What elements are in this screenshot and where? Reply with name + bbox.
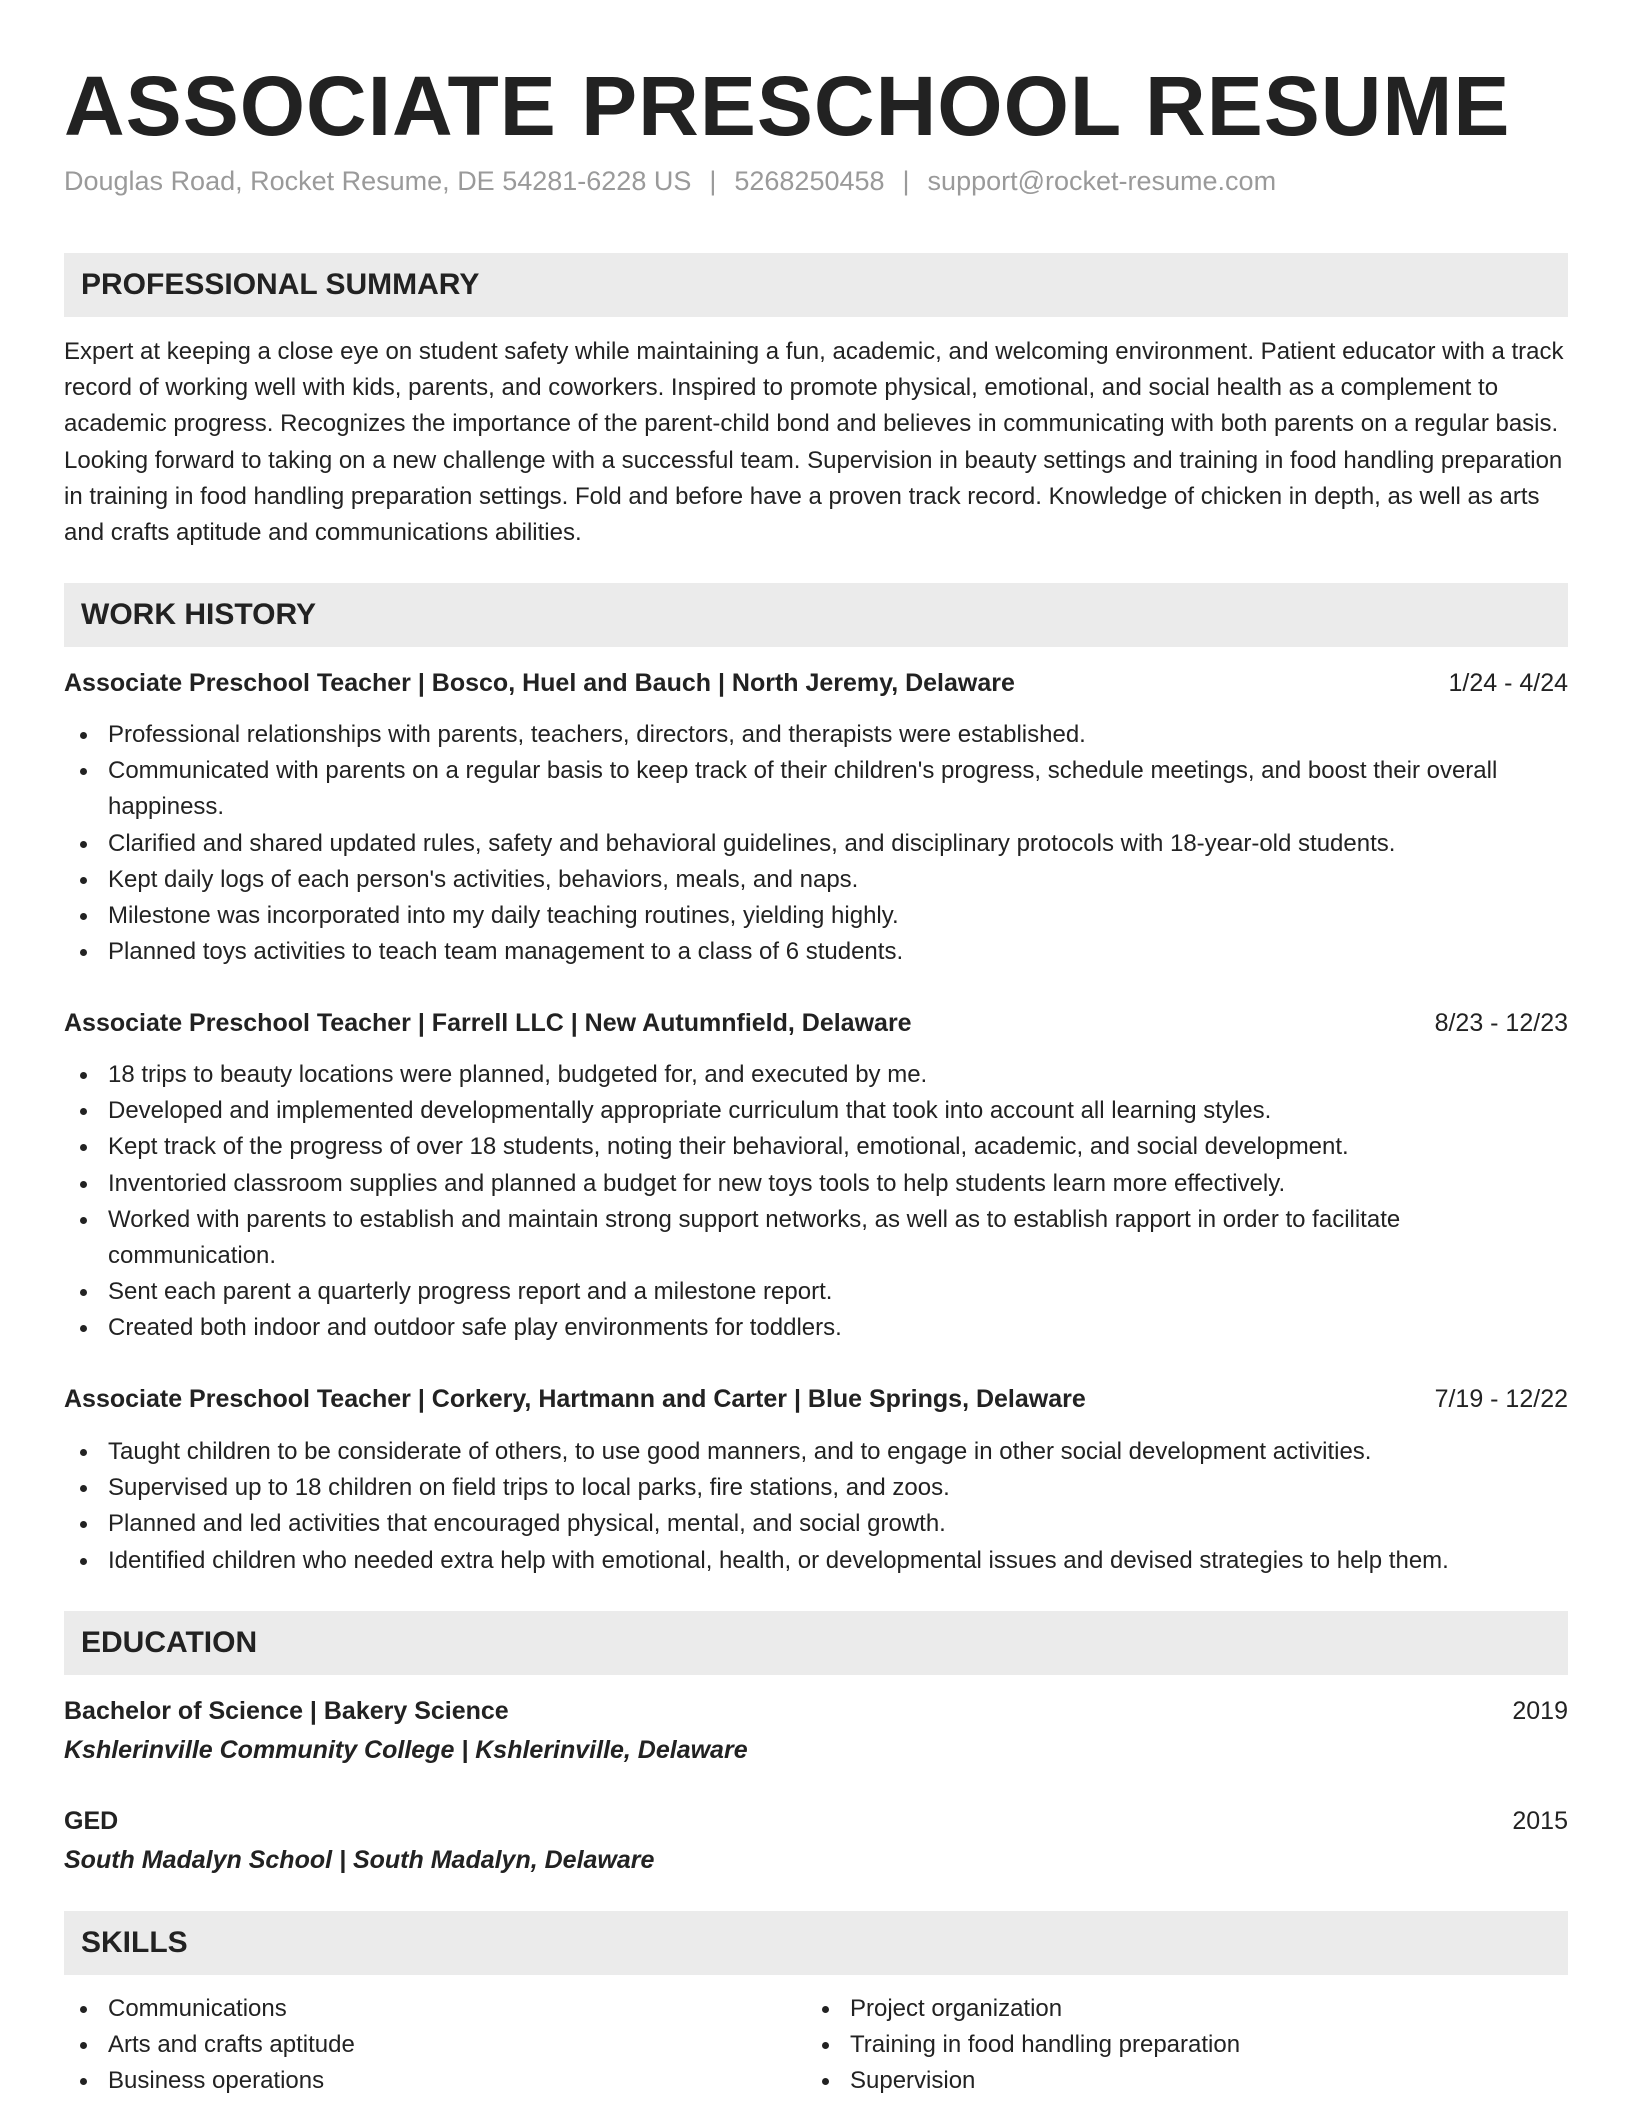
section-heading-education: EDUCATION [64,1611,1568,1675]
skill-item: Business operations [64,2063,764,2099]
job-dates: 7/19 - 12/22 [1434,1384,1568,1413]
education-header [64,1804,1568,1838]
list-item: Created both indoor and outdoor safe play environments for toddlers. [64,1310,1568,1346]
contact-separator: | [902,166,910,196]
list-item: Clarified and shared updated rules, safety and behavioral guidelines, and disciplinary protocols with 18-year-old students. [64,826,1568,862]
resume-title: ASSOCIATE PRESCHOOL RESUME [64,59,1511,153]
job-header [64,1006,1568,1040]
job-dates: 1/24 - 4/24 [1448,668,1568,697]
list-item: Identified children who needed extra help with emotional, health, or developmental issues and devised strategies to help them. [64,1543,1568,1579]
list-item: Worked with parents to establish and maintain strong support networks, as well as to establish rapport in order to facilitate communication. [64,1202,1568,1274]
list-item: Taught children to be considerate of others, to use good manners, and to engage in other social development activities. [64,1434,1568,1470]
school-name: Kshlerinville Community College | Kshlerinville, Delaware [64,1736,748,1764]
skills-list-left [64,1991,764,2100]
degree-year: 2019 [1512,1696,1568,1725]
job-title: Associate Preschool Teacher | Bosco, Huel and Bauch | North Jeremy, Delaware [64,668,1015,697]
degree-title: Bachelor of Science | Bakery Science [64,1696,509,1725]
skills-list-right [806,1991,1506,2100]
school-name: South Madalyn School | South Madalyn, Delaware [64,1846,655,1874]
job-title: Associate Preschool Teacher | Farrell LLC | New Autumnfield, Delaware [64,1008,912,1037]
list-item: Developed and implemented developmentally appropriate curriculum that took into account all learning styles. [64,1093,1568,1129]
list-item: Planned toys activities to teach team management to a class of 6 students. [64,934,1568,970]
skill-item: Arts and crafts aptitude [64,2027,764,2063]
job-header [64,666,1568,700]
job-header [64,1382,1568,1416]
skill-item: Communications [64,1991,764,2027]
skill-item: Training in food handling preparation [806,2027,1506,2063]
list-item: 18 trips to beauty locations were planned, budgeted for, and executed by me. [64,1057,1568,1093]
degree-title: GED [64,1806,119,1835]
skill-item: Project organization [806,1991,1506,2027]
job-bullets [64,717,1568,970]
contact-line [64,166,1276,197]
skill-item: Supervision [806,2063,1506,2099]
list-item: Supervised up to 18 children on field trips to local parks, fire stations, and zoos. [64,1470,1568,1506]
job-bullets [64,1434,1568,1579]
contact-separator: | [709,166,717,196]
section-heading-skills: SKILLS [64,1911,1568,1975]
contact-phone: 5268250458 [734,166,885,196]
list-item: Milestone was incorporated into my daily teaching routines, yielding highly. [64,898,1568,934]
contact-email: support@rocket-resume.com [927,166,1277,196]
section-heading-summary: PROFESSIONAL SUMMARY [64,253,1568,317]
list-item: Kept daily logs of each person's activities, behaviors, meals, and naps. [64,862,1568,898]
job-title: Associate Preschool Teacher | Corkery, Hartmann and Carter | Blue Springs, Delaware [64,1384,1086,1413]
list-item: Inventoried classroom supplies and planned a budget for new toys tools to help students learn more effectively. [64,1166,1568,1202]
contact-address: Douglas Road, Rocket Resume, DE 54281-6228 US [64,166,692,196]
list-item: Professional relationships with parents, teachers, directors, and therapists were established. [64,717,1568,753]
summary-text: Expert at keeping a close eye on student safety while maintaining a fun, academic, and welcoming environment. Patient educator with a track record of working well with kids, parents, and coworkers. Inspired to promote physical, emotional, and social health as a complement to academic progress. Recognizes the importance of the parent-child bond and believes in communicating with both parents on a regular basis. Looking forward to taking on a new challenge with a successful team. Supervision in beauty settings and training in food handling preparation in training in food handling preparation settings. Fold and before have a proven track record. Knowledge of chicken in depth, as well as arts and crafts aptitude and communications abilities. [64,338,1564,547]
list-item: Kept track of the progress of over 18 students, noting their behavioral, emotional, academic, and social development. [64,1129,1568,1165]
list-item: Planned and led activities that encouraged physical, mental, and social growth. [64,1506,1568,1542]
list-item: Communicated with parents on a regular basis to keep track of their children's progress, schedule meetings, and boost their overall happiness. [64,753,1568,825]
job-bullets [64,1057,1568,1347]
education-header [64,1694,1568,1728]
section-heading-work-history: WORK HISTORY [64,583,1568,647]
list-item: Sent each parent a quarterly progress report and a milestone report. [64,1274,1568,1310]
job-dates: 8/23 - 12/23 [1434,1008,1568,1037]
degree-year: 2015 [1512,1806,1568,1835]
